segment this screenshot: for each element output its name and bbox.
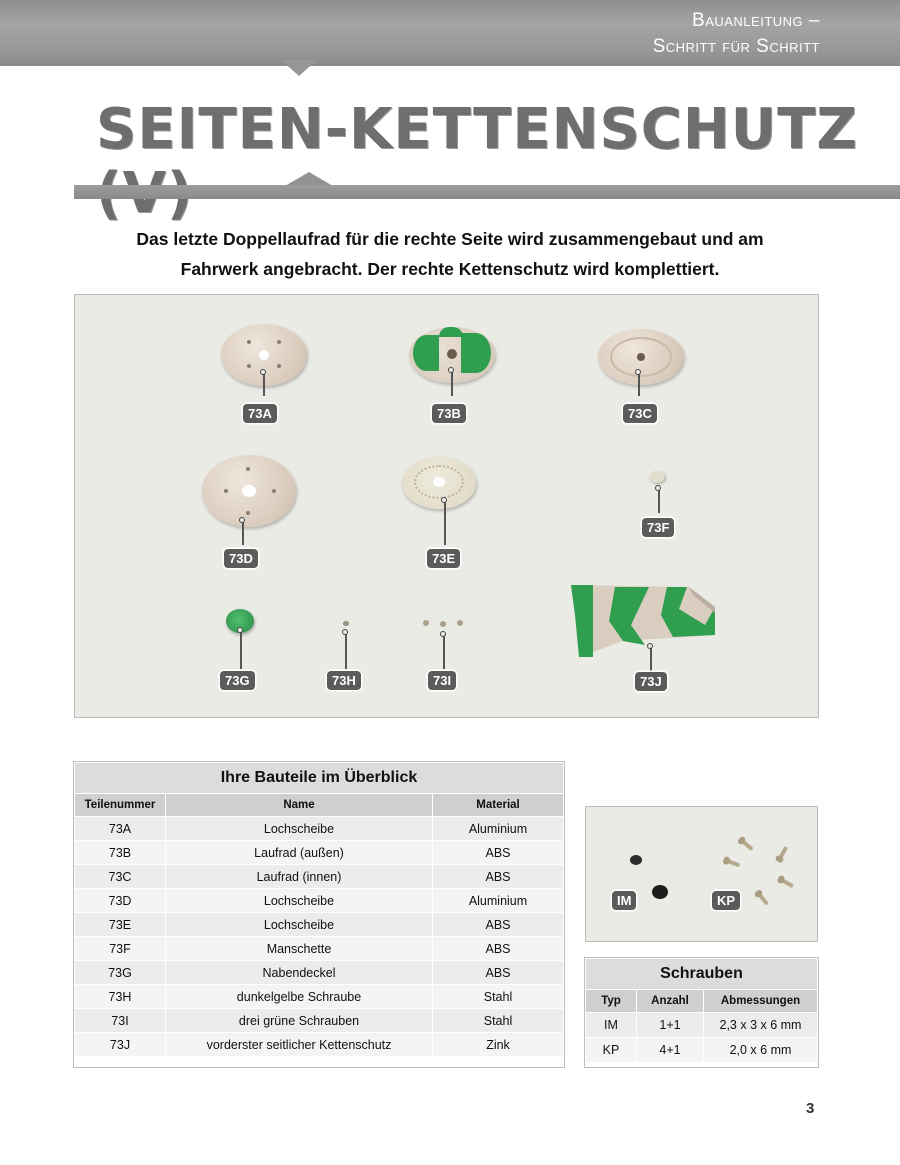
intro-text <box>74 224 826 284</box>
cell-name: Lochscheibe <box>166 817 433 841</box>
cell-count: 1+1 <box>637 1013 704 1038</box>
series-title <box>653 8 820 60</box>
cell-name: Laufrad (außen) <box>166 841 433 865</box>
cell-count: 4+1 <box>637 1038 704 1063</box>
cell-dimensions: 2,3 x 3 x 6 mm <box>704 1013 818 1038</box>
screw-kp-image <box>780 878 794 888</box>
cell-name: Lochscheibe <box>166 913 433 937</box>
cell-material: ABS <box>433 913 564 937</box>
screws-header-dimensions: Abmessungen <box>704 990 818 1013</box>
part-73i-image <box>423 620 463 628</box>
part-73e-image <box>402 457 476 509</box>
screws-header-count: Anzahl <box>637 990 704 1013</box>
cell-number: 73H <box>75 985 166 1009</box>
cell-number: 73D <box>75 889 166 913</box>
cell-name: Nabendeckel <box>166 961 433 985</box>
series-title-line2: Schritt für Schritt <box>652 36 820 57</box>
label-73a: 73A <box>243 404 277 423</box>
cell-material: ABS <box>433 841 564 865</box>
screw-kp-image <box>726 859 741 868</box>
series-title-line1: Bauanleitung – <box>692 10 820 31</box>
parts-header-name: Name <box>166 794 433 817</box>
header-notch <box>281 60 317 76</box>
part-73c-image <box>598 329 684 385</box>
parts-photo <box>74 294 819 718</box>
cell-number: 73A <box>75 817 166 841</box>
part-73j-image <box>569 585 715 667</box>
cell-name: drei grüne Schrauben <box>166 1009 433 1033</box>
intro-line2: Fahrwerk angebracht. Der rechte Kettenschutz wird komplettiert. <box>180 259 720 279</box>
cell-material: ABS <box>433 961 564 985</box>
intro-line1: Das letzte Doppellaufrad für die rechte Seite wird zusammengebaut und am <box>136 229 764 249</box>
label-kp: KP <box>712 891 740 910</box>
screw-im-spare-image <box>652 885 668 899</box>
cell-material: Aluminium <box>433 889 564 913</box>
page-number: 3 <box>806 1100 815 1117</box>
parts-header-material: Material <box>433 794 564 817</box>
label-73g: 73G <box>220 671 255 690</box>
parts-table-caption: Ihre Bauteile im Überblick <box>75 763 564 794</box>
part-73d-image <box>202 455 296 527</box>
screw-kp-image <box>778 846 788 860</box>
cell-number: 73C <box>75 865 166 889</box>
label-im: IM <box>612 891 636 910</box>
cell-number: 73E <box>75 913 166 937</box>
cell-name: vorderster seitlicher Kettenschutz <box>166 1033 433 1057</box>
cell-number: 73B <box>75 841 166 865</box>
screws-photo <box>585 806 818 942</box>
label-73d: 73D <box>224 549 258 568</box>
label-73f: 73F <box>642 518 674 537</box>
cell-name: Laufrad (innen) <box>166 865 433 889</box>
cell-material: Zink <box>433 1033 564 1057</box>
cell-material: ABS <box>433 937 564 961</box>
parts-header-number: Teilenummer <box>75 794 166 817</box>
screws-table-caption: Schrauben <box>586 959 818 990</box>
cell-number: 73G <box>75 961 166 985</box>
screw-im-image <box>630 855 642 865</box>
title-rule-notch <box>285 172 333 186</box>
cell-type: IM <box>586 1013 637 1038</box>
screw-kp-image <box>740 839 753 851</box>
page-title: SEITEN-KETTENSCHUTZ <box>96 97 859 162</box>
label-73i: 73I <box>428 671 456 690</box>
cell-number: 73F <box>75 937 166 961</box>
cell-name: Manschette <box>166 937 433 961</box>
screw-kp-image <box>757 892 769 905</box>
cell-material: Stahl <box>433 1009 564 1033</box>
screws-table-frame <box>584 957 819 1068</box>
cell-number: 73I <box>75 1009 166 1033</box>
cell-material: Stahl <box>433 985 564 1009</box>
cell-material: Aluminium <box>433 817 564 841</box>
screws-header-type: Typ <box>586 990 637 1013</box>
cell-name: dunkelgelbe Schraube <box>166 985 433 1009</box>
cell-number: 73J <box>75 1033 166 1057</box>
cell-type: KP <box>586 1038 637 1063</box>
part-73f-image <box>649 471 665 483</box>
cell-name: Lochscheibe <box>166 889 433 913</box>
label-73b: 73B <box>432 404 466 423</box>
part-73h-image <box>343 621 349 626</box>
label-73c: 73C <box>623 404 657 423</box>
title-rule <box>74 185 900 199</box>
label-73h: 73H <box>327 671 361 690</box>
label-73e: 73E <box>427 549 460 568</box>
parts-table-frame <box>73 761 565 1068</box>
cell-material: ABS <box>433 865 564 889</box>
label-73j: 73J <box>635 672 667 691</box>
cell-dimensions: 2,0 x 6 mm <box>704 1038 818 1063</box>
